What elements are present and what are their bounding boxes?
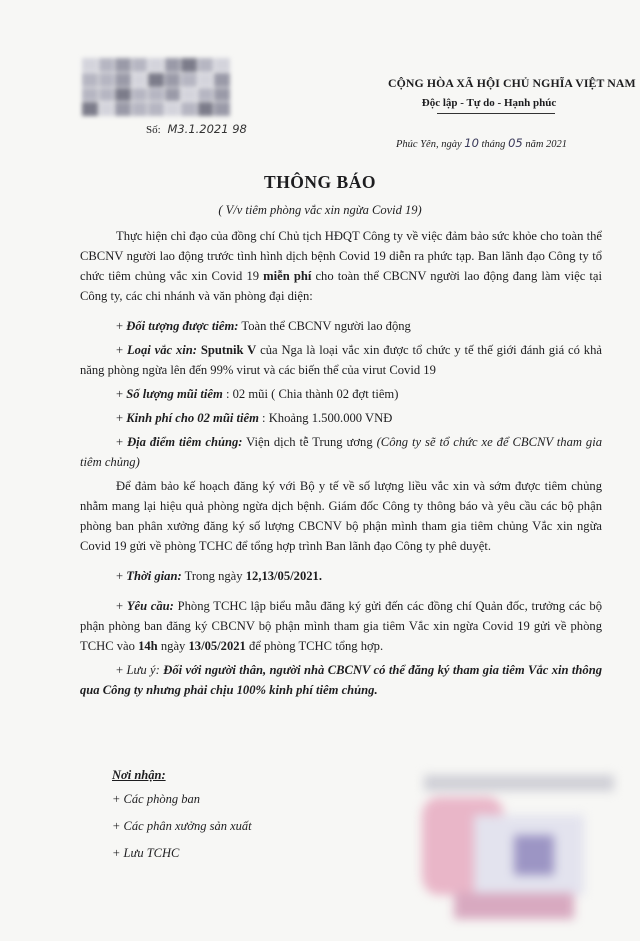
item-target: + Đối tượng được tiêm: Toàn thể CBCNV người lao động [116,319,411,333]
date-month: 05 [508,136,523,150]
document-body [80,226,602,700]
recipient-item: + Lưu TCHC [112,846,180,860]
document-title: THÔNG BÁO [264,172,376,192]
item-vaccine: + Loại vắc xin: Sputnik V của Nga là loại vắc xin được tổ chức y tế thế giới đánh giá có khả năng phòng ngừa lên đến 99% virut và các biến thể của virut Covid 19 [80,343,602,377]
item-location: + Địa điểm tiêm chủng: Viện dịch tễ Trung ương (Công ty sẽ tổ chức xe để CBCNV tham gia tiêm chủng) [80,435,603,469]
recipients-header: Nơi nhận: [112,768,166,782]
date-year: năm 2021 [525,139,568,150]
date-prefix: Phúc Yên, ngày [396,139,462,150]
recipient-item: + Các phân xưởng sản xuất [112,819,252,833]
item-requirement: + Yêu cầu: Phòng TCHC lập biểu mẫu đăng ký gửi đến các đồng chí Quản đốc, trưởng các bộ phận phòng ban đăng ký CBCNV bộ phận mình tham gia tiêm Vắc xin ngừa Covid 19 gửi về phòng TCHC vào 14h ngày 13/05/2021 để phòng TCHC tổng hợp. [80,599,602,653]
motto-underline [437,113,555,114]
document-number-label: Số: [146,124,161,136]
nation-header: CỘNG HÒA XÃ HỘI CHỦ NGHĨA VIỆT NAM [388,76,636,90]
item-cost: + Kinh phí cho 02 mũi tiêm : Khoảng 1.500.000 VNĐ [116,411,393,425]
document-number-value: M3.1.2021 98 [167,122,247,136]
recipients-block [112,768,252,873]
national-motto: Độc lập - Tự do - Hạnh phúc [421,97,557,109]
document-subtitle: ( V/v tiêm phòng vắc xin ngừa Covid 19) [218,203,422,217]
document-number [146,122,247,136]
intro-paragraph: Thực hiện chỉ đạo của đồng chí Chủ tịch HĐQT Công ty về việc đảm bảo sức khỏe cho toàn thể CBCNV người lao động trước tình hình dịch bệnh Covid 19 diễn ra phức tạp. Ban lãnh đạo Công ty tổ chức tiêm chủng vắc xin Covid 19 miễn phí cho toàn thể CBCNV người lao động đang làm việc tại Công ty, các chi nhánh và văn phòng đại diện: [80,229,602,303]
date-day: 10 [464,136,479,150]
free-of-charge: miễn phí [263,269,312,283]
company-logo-redacted [82,58,230,116]
registration-paragraph: Để đảm bảo kế hoạch đăng ký với Bộ y tế về số lượng liều vắc xin và sớm được tiêm chủng nhằm mang lại hiệu quả phòng ngừa dịch bệnh. Giám đốc Công ty thông báo và yêu cầu các bộ phận phòng ban phân xưởng đăng ký số lượng CBCNV bộ phận mình tham gia tiêm chủng Vắc xin ngừa Covid 19 gửi về phòng TCHC để tổng hợp trình Ban lãnh đạo Công ty phê duyệt. [80,479,602,553]
recipient-item: + Các phòng ban [112,792,200,806]
item-time: + Thời gian: Trong ngày 12,13/05/2021. [116,569,322,583]
item-doses: + Số lượng mũi tiêm : 02 mũi ( Chia thành 02 đợt tiêm) [116,387,399,401]
date-month-label: tháng [481,139,506,150]
date-line [396,136,567,150]
signature-stamp-redacted [414,775,622,925]
item-note: + Lưu ý: Đối với người thân, người nhà CBCNV có thể đăng ký tham gia tiêm Vắc xin thông qua Công ty nhưng phải chịu 100% kinh phí tiêm chủng. [80,663,602,697]
